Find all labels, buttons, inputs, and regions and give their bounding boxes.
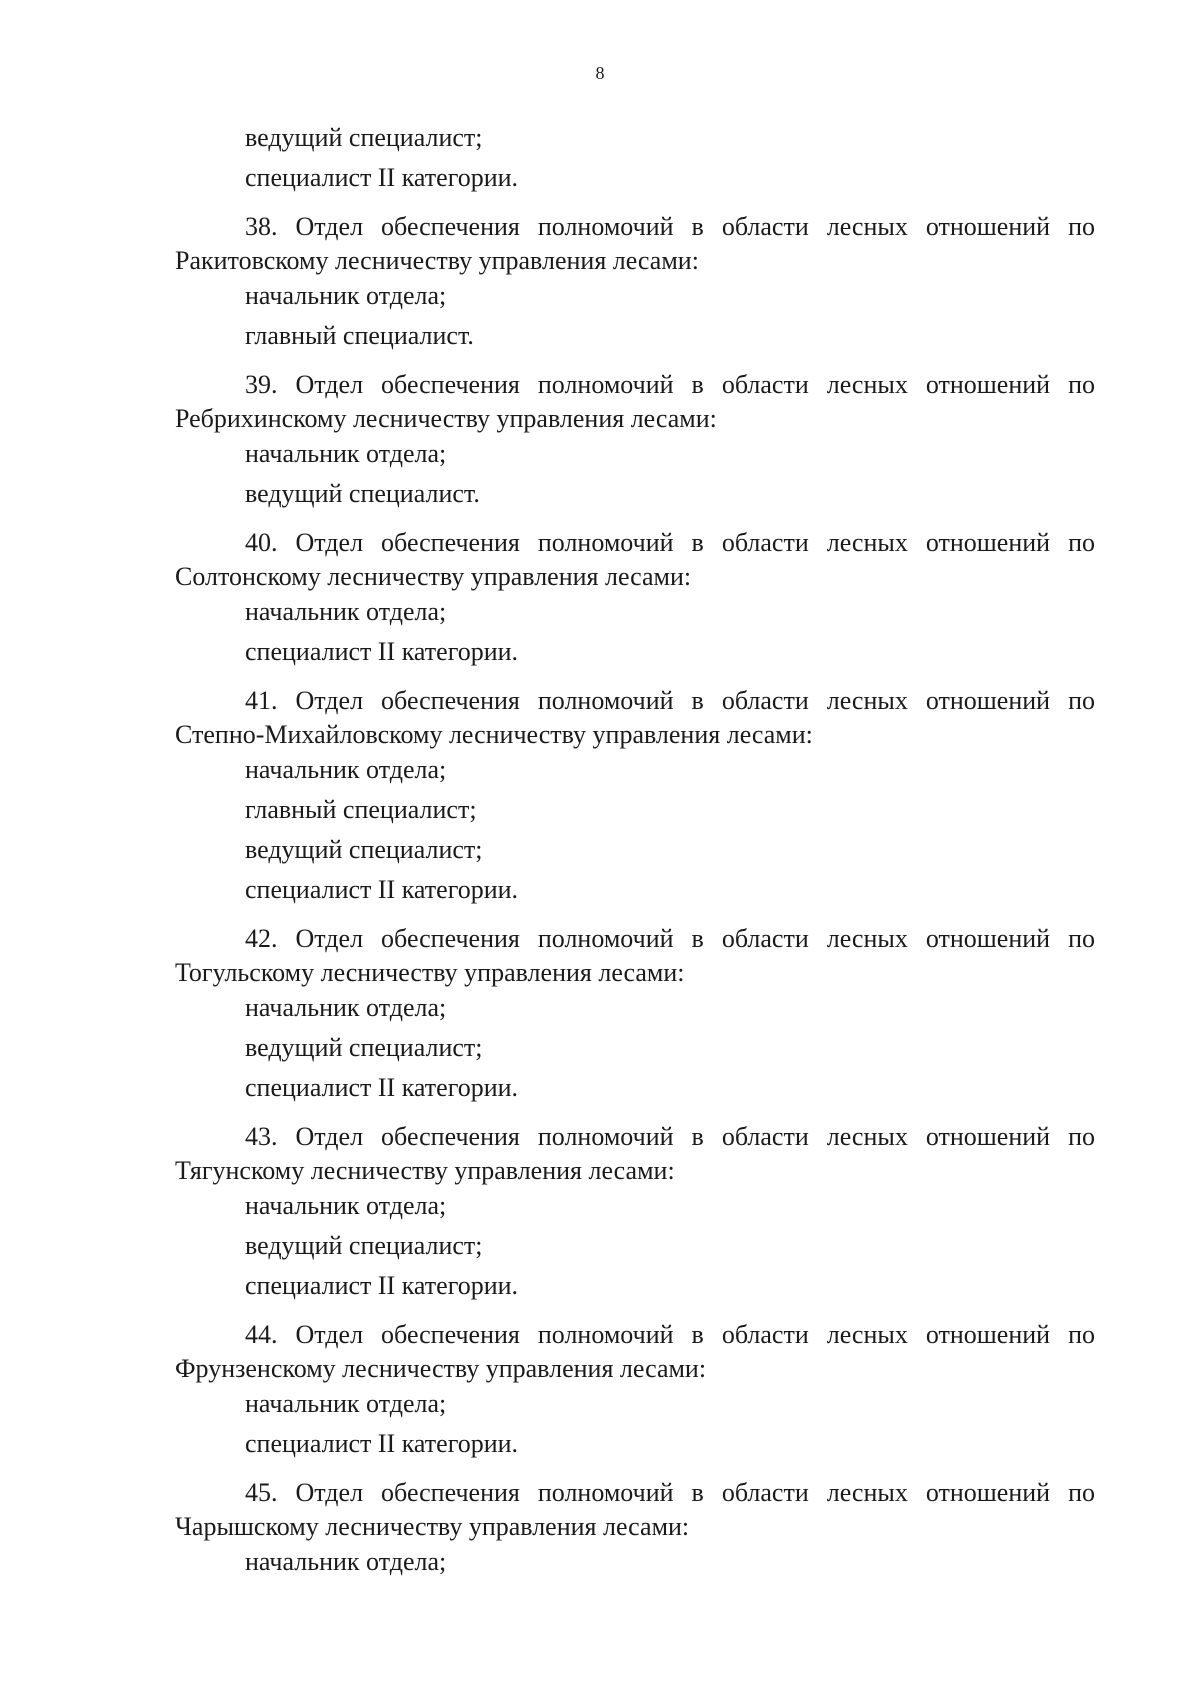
section-42 bbox=[175, 922, 1095, 1108]
list-item: начальник отдела; bbox=[245, 439, 447, 468]
list-item: специалист II категории. bbox=[245, 1271, 519, 1300]
section-heading: 38. Отдел обеспечения полномочий в области лесных отношений по bbox=[245, 212, 1095, 241]
document-body bbox=[175, 118, 1095, 1582]
section-heading: 44. Отдел обеспечения полномочий в области лесных отношений по bbox=[245, 1320, 1095, 1349]
list-item: специалист II категории. bbox=[245, 1073, 519, 1102]
section-heading: 45. Отдел обеспечения полномочий в области лесных отношений по bbox=[245, 1478, 1095, 1507]
section-heading-continuation: Ракитовскому лесничеству управления лесами: bbox=[175, 246, 699, 275]
list-item: ведущий специалист. bbox=[245, 479, 480, 508]
list-item: начальник отдела; bbox=[245, 1191, 447, 1220]
list-item: главный специалист; bbox=[245, 795, 477, 824]
list-item: ведущий специалист; bbox=[245, 835, 483, 864]
position-list bbox=[175, 1186, 1095, 1306]
section-39 bbox=[175, 368, 1095, 514]
list-item: специалист II категории. bbox=[245, 875, 519, 904]
section-heading: 43. Отдел обеспечения полномочий в области лесных отношений по bbox=[245, 1122, 1095, 1151]
section-43 bbox=[175, 1120, 1095, 1306]
position-list bbox=[175, 276, 1095, 356]
list-item: специалист II категории. bbox=[245, 1429, 519, 1458]
position-list bbox=[175, 1384, 1095, 1464]
section-heading: 42. Отдел обеспечения полномочий в области лесных отношений по bbox=[245, 924, 1095, 953]
list-item: главный специалист. bbox=[245, 321, 474, 350]
section-38 bbox=[175, 210, 1095, 356]
position-list bbox=[175, 592, 1095, 672]
section-heading: 40. Отдел обеспечения полномочий в области лесных отношений по bbox=[245, 528, 1095, 557]
section-heading-continuation: Степно-Михайловскому лесничеству управления лесами: bbox=[175, 720, 813, 749]
list-item: начальник отдела; bbox=[245, 993, 447, 1022]
section-heading: 41. Отдел обеспечения полномочий в области лесных отношений по bbox=[245, 686, 1095, 715]
section-heading-continuation: Фрунзенскому лесничеству управления лесами: bbox=[175, 1354, 707, 1383]
section-heading-continuation: Ребрихинскому лесничеству управления лесами: bbox=[175, 404, 717, 433]
position-list bbox=[175, 1542, 1095, 1582]
position-list bbox=[175, 750, 1095, 910]
list-item: начальник отдела; bbox=[245, 281, 447, 310]
list-item: специалист II категории. bbox=[245, 163, 519, 192]
section-45 bbox=[175, 1476, 1095, 1582]
list-item: начальник отдела; bbox=[245, 755, 447, 784]
section-heading-continuation: Тягунскому лесничеству управления лесами: bbox=[175, 1156, 675, 1185]
list-item: ведущий специалист; bbox=[245, 123, 483, 152]
list-item: специалист II категории. bbox=[245, 637, 519, 666]
list-item: ведущий специалист; bbox=[245, 1231, 483, 1260]
section-heading-continuation: Солтонскому лесничеству управления лесами: bbox=[175, 562, 692, 591]
list-item: начальник отдела; bbox=[245, 597, 447, 626]
list-item: ведущий специалист; bbox=[245, 1033, 483, 1062]
list-item: начальник отдела; bbox=[245, 1547, 447, 1576]
list-item: начальник отдела; bbox=[245, 1389, 447, 1418]
position-list bbox=[175, 988, 1095, 1108]
section-44 bbox=[175, 1318, 1095, 1464]
section-heading: 39. Отдел обеспечения полномочий в области лесных отношений по bbox=[245, 370, 1095, 399]
page-number: 8 bbox=[595, 63, 605, 83]
section-heading-continuation: Чарышскому лесничеству управления лесами: bbox=[175, 1512, 690, 1541]
section-41 bbox=[175, 684, 1095, 910]
continuation-list bbox=[175, 118, 1095, 198]
section-40 bbox=[175, 526, 1095, 672]
position-list bbox=[175, 434, 1095, 514]
section-heading-continuation: Тогульскому лесничеству управления лесами: bbox=[175, 958, 685, 987]
